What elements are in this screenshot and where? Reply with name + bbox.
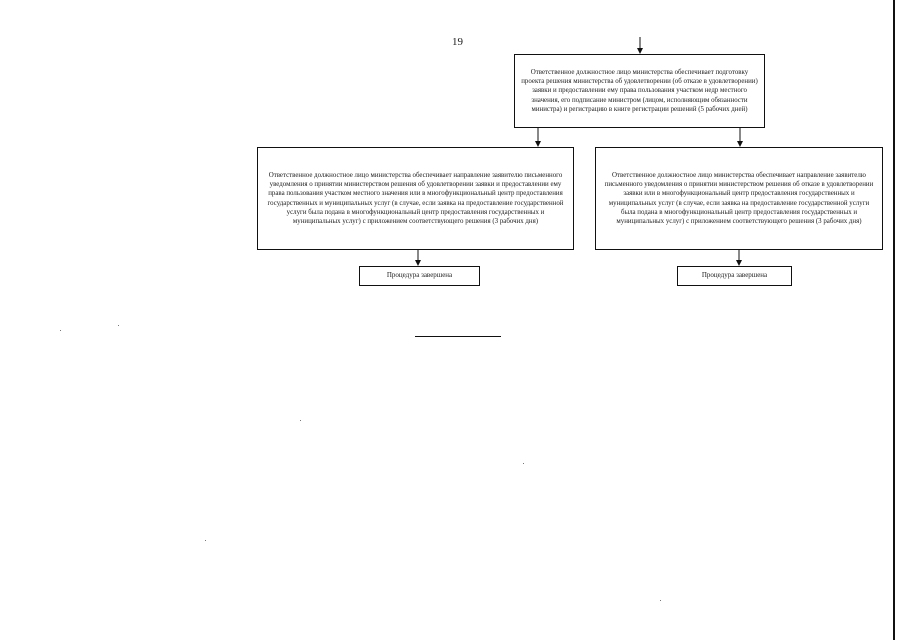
procedure-completed-right-text: Процедура завершена: [701, 271, 768, 280]
approval-notification-box: [257, 147, 574, 250]
scan-speck: [205, 540, 206, 541]
end-of-page-rule: [415, 336, 501, 337]
scan-speck: [660, 600, 661, 601]
scan-speck: [523, 463, 524, 464]
procedure-completed-right-box: [677, 266, 792, 286]
refusal-notification-box: [595, 147, 883, 250]
decision-preparation-box: [514, 54, 765, 128]
scan-speck: [118, 325, 119, 326]
scan-speck: [60, 330, 61, 331]
approval-notification-text: Ответственное должностное лицо министерства обеспечивает направление заявителю письменного уведомления о принятии министерством решения об удовлетворении заявки и предоставлении ему права пользования участком местного значения или в многофункциональный центр предоставления государственных и муниципальных услуг (в случае, если заявка на предоставление государственной услуги была подана в многофункциональный центр предоставления государственных и муниципальных услуг) с приложением соответствующего решения (3 рабочих дня): [267, 172, 564, 225]
procedure-completed-left-text: Процедура завершена: [386, 271, 453, 280]
scan-speck: [300, 420, 301, 421]
refusal-notification-text: Ответственное должностное лицо министерства обеспечивает направление заявителю письменного уведомления о принятии министерством решения об отказе в удовлетворении заявки или в многофункциональный центр предоставления государственных и муниципальных услуг (в случае, если заявка на предоставление государственной услуги была подана в многофункциональный центр предоставления государственных и муниципальных услуг) с приложением соответствующего решения (3 рабочих дня): [604, 172, 874, 225]
page-number: 19: [452, 36, 463, 48]
procedure-completed-left-box: [359, 266, 480, 286]
decision-preparation-text: Ответственное должностное лицо министерства обеспечивает подготовку проекта решения министерства об удовлетворении (об отказе в удовлетворении) заявки и предоставлении ему права пользования участком недр местного значения, его подписание министром (лицом, исполняющим обязанности министра) и регистрацию в книге регистрации решений (5 рабочих дней): [521, 69, 758, 113]
